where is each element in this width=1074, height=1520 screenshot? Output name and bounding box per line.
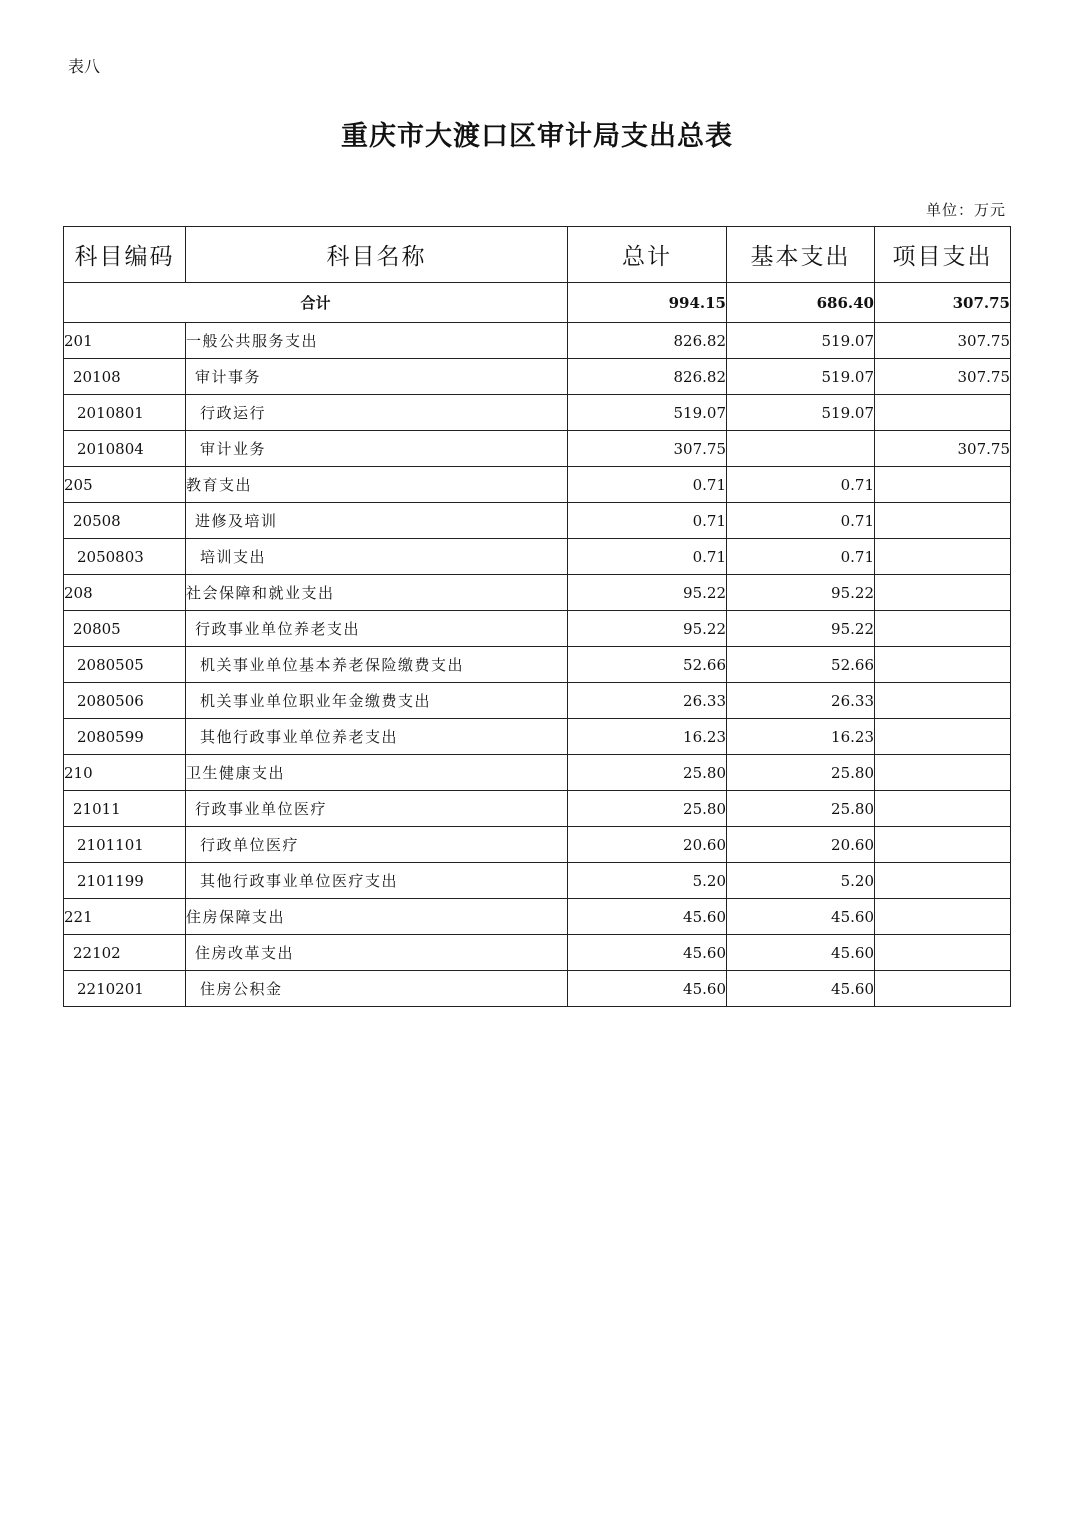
row-basic: 519.07 <box>727 359 875 395</box>
expenditure-table <box>63 226 1011 1007</box>
row-basic: 519.07 <box>727 395 875 431</box>
table-row <box>64 719 1011 755</box>
row-code: 22102 <box>64 935 186 971</box>
row-total: 20.60 <box>568 827 727 863</box>
row-name: 住房改革支出 <box>186 935 568 971</box>
summary-row <box>64 283 1011 323</box>
row-name: 行政单位医疗 <box>186 827 568 863</box>
table-row <box>64 827 1011 863</box>
row-basic <box>727 431 875 467</box>
row-code: 2050803 <box>64 539 186 575</box>
row-code: 20108 <box>64 359 186 395</box>
row-project: 307.75 <box>875 431 1011 467</box>
row-project <box>875 575 1011 611</box>
summary-label: 合计 <box>64 283 568 323</box>
row-name: 一般公共服务支出 <box>186 323 568 359</box>
row-code: 210 <box>64 755 186 791</box>
row-name: 其他行政事业单位医疗支出 <box>186 863 568 899</box>
row-code: 205 <box>64 467 186 503</box>
row-basic: 95.22 <box>727 611 875 647</box>
row-code: 2101199 <box>64 863 186 899</box>
row-basic: 0.71 <box>727 503 875 539</box>
row-name: 机关事业单位基本养老保险缴费支出 <box>186 647 568 683</box>
table-row <box>64 431 1011 467</box>
row-code: 2080599 <box>64 719 186 755</box>
row-total: 0.71 <box>568 503 727 539</box>
header-row <box>64 227 1011 283</box>
row-project <box>875 395 1011 431</box>
column-header-project: 项目支出 <box>875 227 1011 283</box>
table-row <box>64 323 1011 359</box>
row-code: 20508 <box>64 503 186 539</box>
table-row <box>64 791 1011 827</box>
row-code: 2101101 <box>64 827 186 863</box>
row-name: 行政事业单位医疗 <box>186 791 568 827</box>
row-project <box>875 719 1011 755</box>
row-code: 2080505 <box>64 647 186 683</box>
row-code: 20805 <box>64 611 186 647</box>
row-project <box>875 791 1011 827</box>
row-project: 307.75 <box>875 323 1011 359</box>
summary-project: 307.75 <box>875 283 1011 323</box>
row-project <box>875 647 1011 683</box>
row-project <box>875 503 1011 539</box>
row-name: 培训支出 <box>186 539 568 575</box>
summary-total: 994.15 <box>568 283 727 323</box>
row-total: 16.23 <box>568 719 727 755</box>
table-number-label: 表八 <box>68 57 101 76</box>
row-basic: 20.60 <box>727 827 875 863</box>
table-row <box>64 935 1011 971</box>
row-name: 行政运行 <box>186 395 568 431</box>
table-row <box>64 539 1011 575</box>
table-row <box>64 395 1011 431</box>
row-basic: 16.23 <box>727 719 875 755</box>
row-total: 25.80 <box>568 755 727 791</box>
row-total: 519.07 <box>568 395 727 431</box>
row-name: 进修及培训 <box>186 503 568 539</box>
table-row <box>64 503 1011 539</box>
summary-basic: 686.40 <box>727 283 875 323</box>
table-row <box>64 863 1011 899</box>
row-code: 2010804 <box>64 431 186 467</box>
row-name: 住房公积金 <box>186 971 568 1007</box>
row-basic: 0.71 <box>727 467 875 503</box>
row-code: 2210201 <box>64 971 186 1007</box>
row-name: 住房保障支出 <box>186 899 568 935</box>
row-total: 0.71 <box>568 539 727 575</box>
row-total: 0.71 <box>568 467 727 503</box>
table-row <box>64 647 1011 683</box>
table-row <box>64 575 1011 611</box>
row-basic: 45.60 <box>727 899 875 935</box>
table-row <box>64 611 1011 647</box>
row-total: 826.82 <box>568 323 727 359</box>
row-project <box>875 863 1011 899</box>
row-name: 机关事业单位职业年金缴费支出 <box>186 683 568 719</box>
row-name: 社会保障和就业支出 <box>186 575 568 611</box>
row-basic: 25.80 <box>727 755 875 791</box>
row-name: 其他行政事业单位养老支出 <box>186 719 568 755</box>
table-row <box>64 467 1011 503</box>
row-basic: 45.60 <box>727 971 875 1007</box>
row-basic: 26.33 <box>727 683 875 719</box>
table-row <box>64 971 1011 1007</box>
row-code: 2010801 <box>64 395 186 431</box>
row-project <box>875 899 1011 935</box>
column-header-total: 总计 <box>568 227 727 283</box>
row-project <box>875 683 1011 719</box>
page-title: 重庆市大渡口区审计局支出总表 <box>341 121 733 152</box>
row-basic: 25.80 <box>727 791 875 827</box>
row-project: 307.75 <box>875 359 1011 395</box>
row-code: 2080506 <box>64 683 186 719</box>
row-basic: 45.60 <box>727 935 875 971</box>
row-project <box>875 611 1011 647</box>
column-header-basic: 基本支出 <box>727 227 875 283</box>
row-project <box>875 755 1011 791</box>
row-project <box>875 827 1011 863</box>
row-name: 行政事业单位养老支出 <box>186 611 568 647</box>
row-code: 221 <box>64 899 186 935</box>
row-project <box>875 971 1011 1007</box>
row-total: 25.80 <box>568 791 727 827</box>
row-project <box>875 935 1011 971</box>
column-header-name: 科目名称 <box>186 227 568 283</box>
column-header-code: 科目编码 <box>64 227 186 283</box>
row-total: 45.60 <box>568 971 727 1007</box>
row-basic: 52.66 <box>727 647 875 683</box>
row-code: 21011 <box>64 791 186 827</box>
row-name: 审计事务 <box>186 359 568 395</box>
row-name: 教育支出 <box>186 467 568 503</box>
unit-label: 单位：万元 <box>925 201 1006 219</box>
table-row <box>64 755 1011 791</box>
row-total: 307.75 <box>568 431 727 467</box>
row-name: 审计业务 <box>186 431 568 467</box>
row-basic: 5.20 <box>727 863 875 899</box>
table-row <box>64 683 1011 719</box>
row-total: 95.22 <box>568 575 727 611</box>
row-basic: 95.22 <box>727 575 875 611</box>
row-code: 208 <box>64 575 186 611</box>
row-project <box>875 539 1011 575</box>
row-basic: 0.71 <box>727 539 875 575</box>
row-name: 卫生健康支出 <box>186 755 568 791</box>
table-row <box>64 359 1011 395</box>
row-total: 52.66 <box>568 647 727 683</box>
row-total: 26.33 <box>568 683 727 719</box>
row-basic: 519.07 <box>727 323 875 359</box>
row-total: 5.20 <box>568 863 727 899</box>
row-total: 826.82 <box>568 359 727 395</box>
row-project <box>875 467 1011 503</box>
row-total: 45.60 <box>568 899 727 935</box>
row-total: 45.60 <box>568 935 727 971</box>
row-code: 201 <box>64 323 186 359</box>
row-total: 95.22 <box>568 611 727 647</box>
table-row <box>64 899 1011 935</box>
